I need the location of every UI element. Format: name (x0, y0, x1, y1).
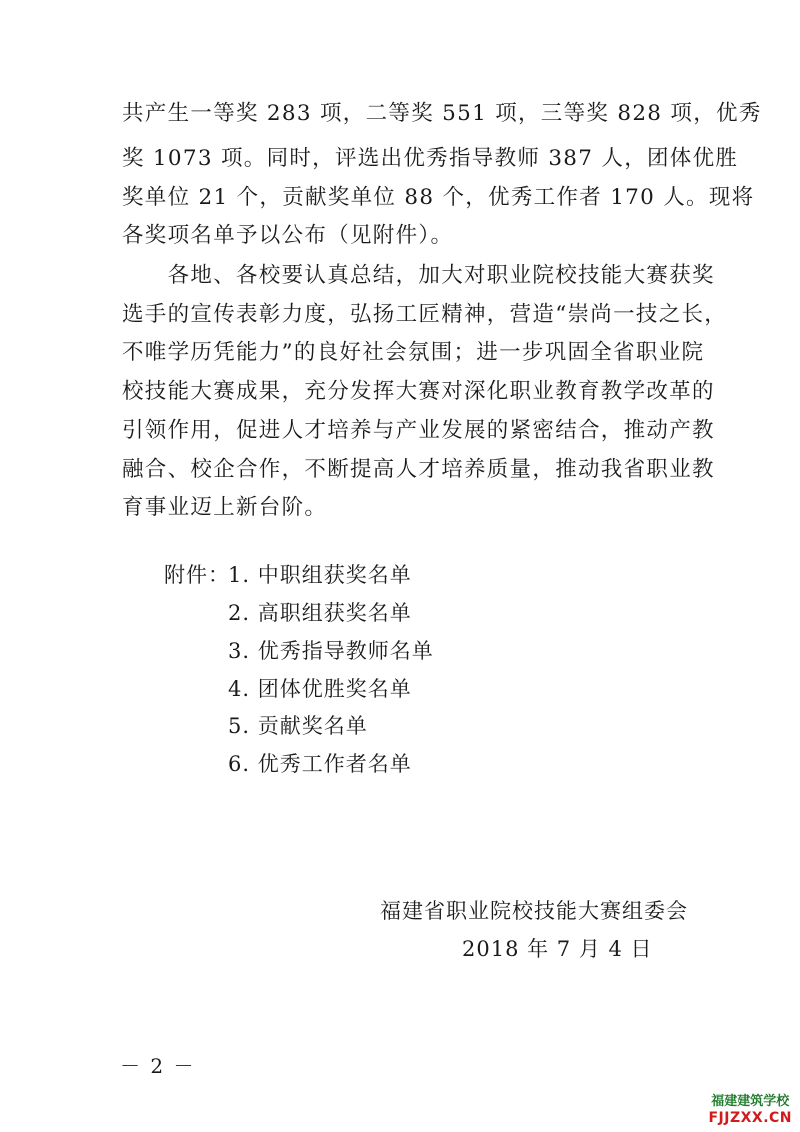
attachments-label: 附件： (164, 563, 230, 587)
paragraph-line: 引领作用，促进人才培养与产业发展的紧密结合，推动产教 (122, 418, 715, 443)
paragraph-line: 选手的宣传表彰力度，弘扬工匠精神，营造“崇尚一技之长， (122, 302, 728, 327)
signature-organization: 福建省职业院校技能大赛组委会 (380, 899, 688, 923)
paragraph-line: 奖 1073 项。同时，评选出优秀指导教师 387 人，团体优胜 (122, 146, 739, 171)
paragraph-line: 校技能大赛成果，充分发挥大赛对深化职业教育教学改革的 (122, 379, 715, 404)
paragraph-line: 各奖项名单予以公布（见附件）。 (122, 223, 454, 248)
paragraph-line: 育事业迈上新台阶。 (122, 495, 328, 520)
attachment-item: 5. 贡献奖名单 (228, 714, 368, 738)
paragraph-line: 融合、校企合作，不断提高人才培养质量，推动我省职业教 (122, 457, 715, 482)
paragraph-line: 奖单位 21 个，贡献奖单位 88 个，优秀工作者 170 人。现将 (122, 185, 755, 210)
watermark-text-cn: 福建建筑学校 (711, 1094, 790, 1109)
attachment-item: 1. 中职组获奖名单 (228, 563, 412, 587)
watermark-text-en: FJJZXX.CN (708, 1110, 792, 1126)
attachment-item: 3. 优秀指导教师名单 (228, 639, 434, 663)
attachment-item: 4. 团体优胜奖名单 (228, 677, 412, 701)
paragraph-line: 不唯学历凭能力”的良好社会氛围；进一步巩固全省职业院 (122, 340, 705, 365)
signature-date: 2018 年 7 月 4 日 (462, 937, 653, 961)
page-number: － 2 － (120, 1054, 196, 1078)
attachment-item: 2. 高职组获奖名单 (228, 601, 412, 625)
paragraph-line: 共产生一等奖 283 项，二等奖 551 项，三等奖 828 项，优秀 (122, 101, 762, 126)
paragraph-line: 各地、各校要认真总结，加大对职业院校技能大赛获奖 (122, 263, 715, 288)
site-watermark (708, 1094, 792, 1126)
attachment-item: 6. 优秀工作者名单 (228, 752, 412, 776)
